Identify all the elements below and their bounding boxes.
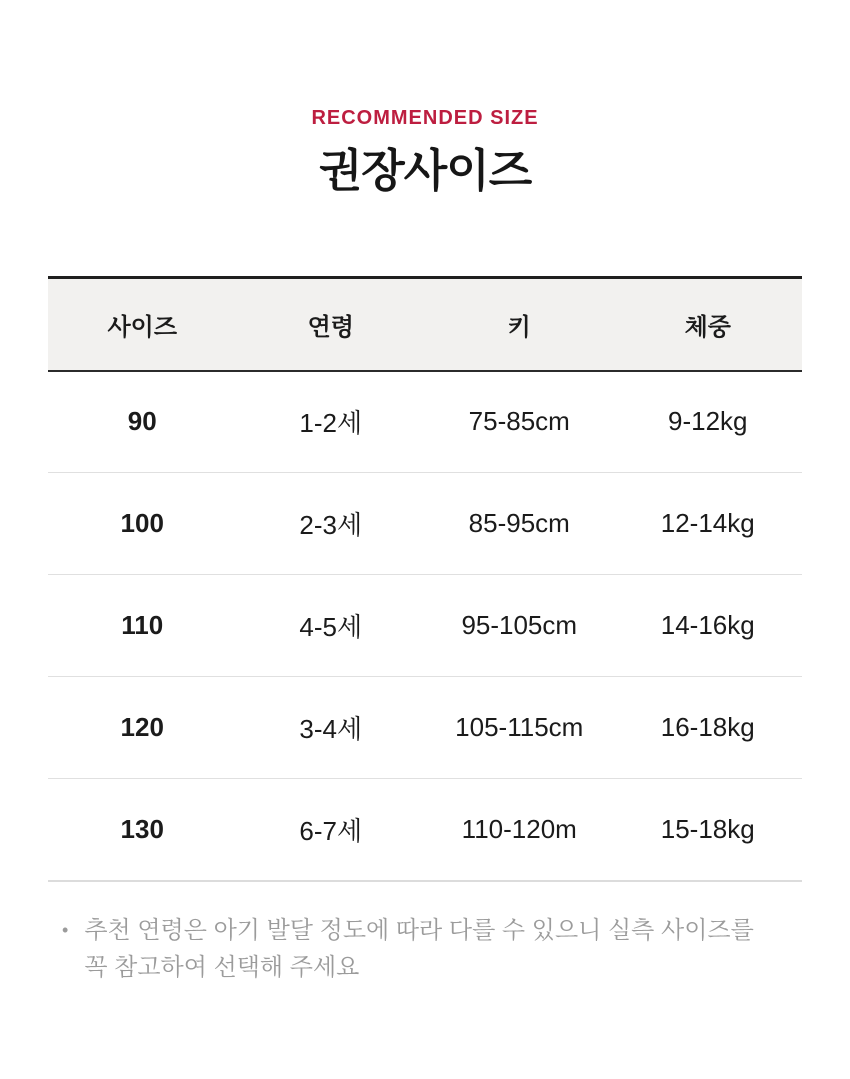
age-cell: 6-7세 [237, 779, 426, 881]
column-header-height: 키 [425, 278, 614, 371]
table-row [48, 779, 802, 881]
size-cell: 100 [48, 473, 237, 575]
table-row [48, 473, 802, 575]
weight-cell: 15-18kg [614, 779, 803, 881]
size-table-header [48, 278, 802, 371]
age-cell: 3-4세 [237, 677, 426, 779]
size-cell: 120 [48, 677, 237, 779]
size-cell: 110 [48, 575, 237, 677]
size-table [48, 276, 802, 882]
size-table-body [48, 371, 802, 881]
size-cell: 90 [48, 371, 237, 473]
table-row [48, 677, 802, 779]
footnote [62, 912, 802, 986]
table-row [48, 371, 802, 473]
weight-cell: 9-12kg [614, 371, 803, 473]
age-cell: 1-2세 [237, 371, 426, 473]
column-header-size: 사이즈 [48, 278, 237, 371]
eyebrow-label: RECOMMENDED SIZE [311, 107, 539, 129]
page-title: 권장사이즈 [318, 145, 532, 196]
height-cell: 75-85cm [425, 371, 614, 473]
weight-cell: 14-16kg [614, 575, 803, 677]
height-cell: 95-105cm [425, 575, 614, 677]
column-header-weight: 체중 [614, 278, 803, 371]
footnote-text: 추천 연령은 아기 발달 정도에 따라 다를 수 있으니 실측 사이즈를 꼭 참고하여 선택해 주세요 [84, 916, 754, 981]
size-cell: 130 [48, 779, 237, 881]
height-cell: 85-95cm [425, 473, 614, 575]
table-row [48, 575, 802, 677]
height-cell: 110-120m [425, 779, 614, 881]
header-row [48, 278, 802, 371]
age-cell: 2-3세 [237, 473, 426, 575]
column-header-age: 연령 [237, 278, 426, 371]
bullet-icon: • [62, 919, 69, 940]
age-cell: 4-5세 [237, 575, 426, 677]
weight-cell: 12-14kg [614, 473, 803, 575]
height-cell: 105-115cm [425, 677, 614, 779]
weight-cell: 16-18kg [614, 677, 803, 779]
